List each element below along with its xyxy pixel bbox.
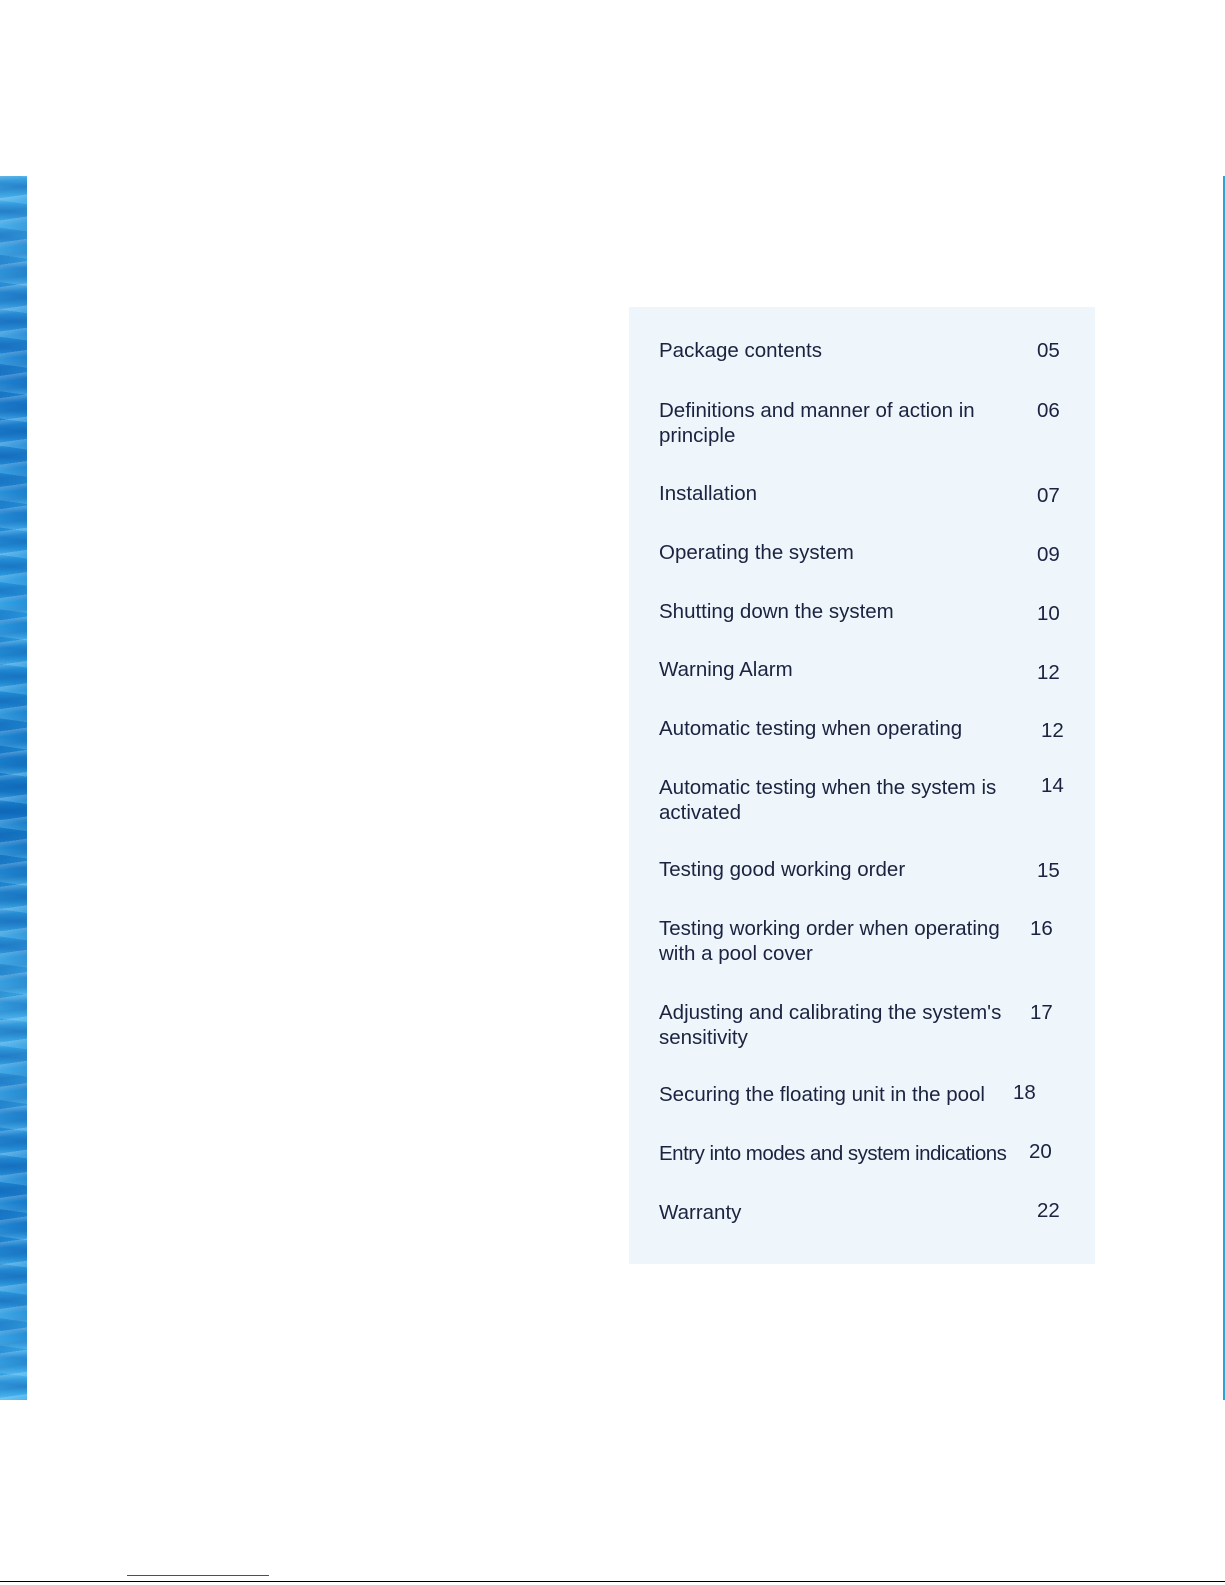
toc-entry-title: Securing the floating unit in the pool [659,1083,985,1106]
toc-entry[interactable] [659,857,1069,882]
toc-entry-title: Installation [659,482,758,505]
footer-link-underline [127,1575,269,1576]
toc-entry[interactable] [659,716,1069,741]
toc-entry[interactable] [659,1082,1069,1107]
toc-entry[interactable] [659,1200,1069,1225]
toc-entry-title: Definitions and manner of action in principle [659,399,975,447]
toc-entry[interactable] [659,916,1069,966]
toc-entry-page: 18 [1013,1081,1036,1104]
toc-entry[interactable] [659,657,1069,682]
toc-entry-title: Shutting down the system [659,600,894,623]
toc-entry-page: 10 [1037,602,1060,625]
toc-entry-page: 12 [1037,661,1060,684]
toc-entry[interactable] [659,540,1069,565]
toc-entry-page: 12 [1041,719,1064,742]
toc-entry-page: 14 [1041,774,1064,797]
toc-entry-title: Entry into modes and system indications [659,1142,1007,1165]
toc-entry-page: 15 [1037,859,1060,882]
toc-entry[interactable] [659,599,1069,624]
water-image-strip [0,176,27,1400]
toc-entry-title: Package contents [659,339,822,362]
toc-entry-title: Automatic testing when operating [659,717,963,740]
toc-entry-page: 09 [1037,543,1060,566]
toc-entry[interactable] [659,775,1069,825]
toc-entry-page: 22 [1037,1199,1060,1222]
toc-entry[interactable] [659,398,1069,448]
toc-entry-page: 20 [1029,1140,1052,1163]
toc-entry-page: 06 [1037,399,1060,422]
toc-entry-title: Operating the system [659,541,854,564]
toc-entry-page: 17 [1030,1001,1053,1024]
toc-entry-title: Automatic testing when the system is activated [659,776,997,824]
toc-entry-page: 07 [1037,484,1060,507]
toc-entry-page: 05 [1037,339,1060,362]
toc-entry-title: Testing working order when operating with a pool cover [659,917,1000,965]
toc-entry[interactable] [659,1141,1069,1166]
toc-entry-title: Warning Alarm [659,658,793,681]
toc-entry-title: Adjusting and calibrating the system's sensitivity [659,1001,1002,1049]
toc-entry[interactable] [659,481,1069,506]
toc-entry-title: Warranty [659,1201,742,1224]
toc-entry[interactable] [659,338,1069,363]
page-bottom-rule [0,1581,1225,1582]
toc-entry[interactable] [659,1000,1069,1050]
toc-entry-page: 16 [1030,917,1053,940]
toc-entry-title: Testing good working order [659,858,906,881]
